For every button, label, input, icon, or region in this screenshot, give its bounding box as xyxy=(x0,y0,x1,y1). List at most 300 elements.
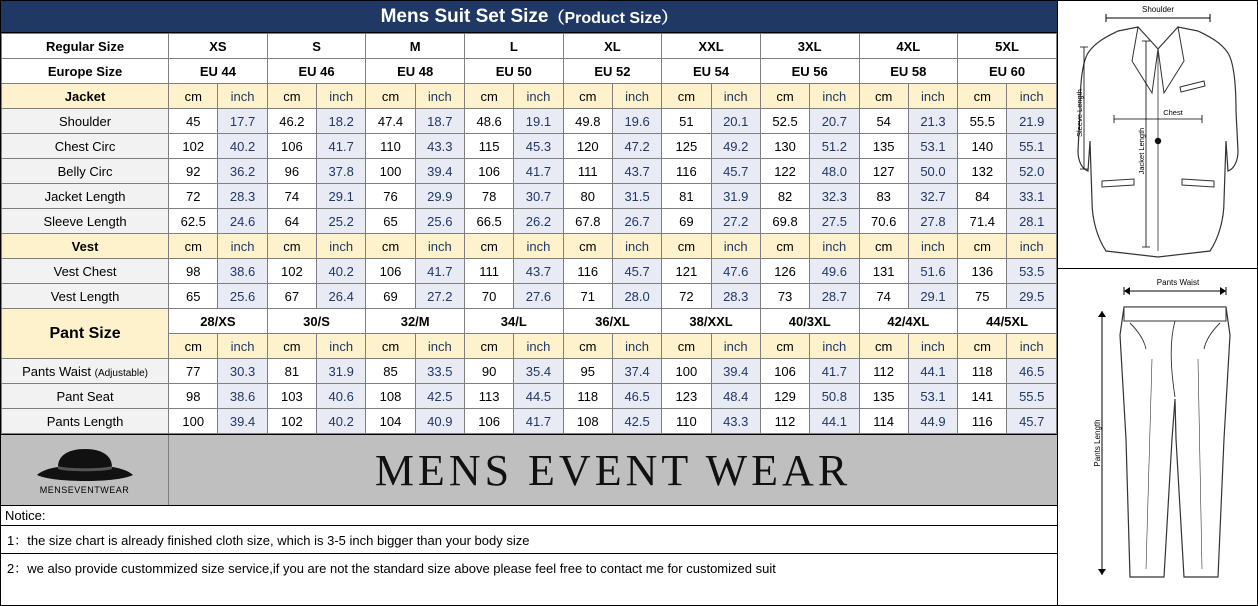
cell: 126 xyxy=(760,259,809,284)
cell: 31.9 xyxy=(317,359,366,384)
jacket-diagram xyxy=(1058,1,1258,268)
cell: 27.5 xyxy=(810,209,859,234)
cell: 98 xyxy=(169,384,218,409)
table-row xyxy=(2,134,1057,159)
unit-inch: inch xyxy=(612,234,661,259)
svg-text:Shoulder: Shoulder xyxy=(1141,5,1175,14)
cell: 135 xyxy=(859,134,908,159)
cell: 106 xyxy=(267,134,316,159)
cell: 66.5 xyxy=(464,209,513,234)
cell: 41.7 xyxy=(514,159,563,184)
unit-inch: inch xyxy=(810,234,859,259)
cell: 38.6 xyxy=(218,384,267,409)
cell: 83 xyxy=(859,184,908,209)
cell: 65 xyxy=(366,209,415,234)
cell: 41.7 xyxy=(415,259,464,284)
cell: 120 xyxy=(563,134,612,159)
row-label-pants-length: Pants Length xyxy=(2,409,169,434)
svg-text:Pants Waist: Pants Waist xyxy=(1156,278,1200,287)
cell: 130 xyxy=(760,134,809,159)
eu-size-5: EU 54 xyxy=(662,59,761,84)
cell: 106 xyxy=(464,409,513,434)
cell: 26.7 xyxy=(612,209,661,234)
cell: 37.8 xyxy=(317,159,366,184)
cell: 72 xyxy=(169,184,218,209)
cell: 114 xyxy=(859,409,908,434)
page-title-sub: （Product Size） xyxy=(548,10,678,27)
regular-size-label: Regular Size xyxy=(2,34,169,59)
unit-cm: cm xyxy=(859,334,908,359)
table-row-jacket-units xyxy=(2,84,1057,109)
cell: 29.1 xyxy=(908,284,957,309)
cell: 108 xyxy=(366,384,415,409)
cell: 43.7 xyxy=(612,159,661,184)
jacket-illustration xyxy=(1058,1,1258,269)
pant-size-2: 32/M xyxy=(366,309,465,334)
cell: 122 xyxy=(760,159,809,184)
cell: 25.6 xyxy=(415,209,464,234)
row-label-belly-circ: Belly Circ xyxy=(2,159,169,184)
row-label-vest-length: Vest Length xyxy=(2,284,169,309)
cell: 29.9 xyxy=(415,184,464,209)
cell: 132 xyxy=(958,159,1007,184)
unit-cm: cm xyxy=(366,334,415,359)
cell: 43.3 xyxy=(711,409,760,434)
brand-strip xyxy=(1,434,1057,506)
unit-inch: inch xyxy=(218,234,267,259)
unit-inch: inch xyxy=(1007,334,1057,359)
cell: 27.8 xyxy=(908,209,957,234)
svg-text:Jacket Length: Jacket Length xyxy=(1137,127,1146,175)
cell: 110 xyxy=(662,409,711,434)
cell: 69 xyxy=(662,209,711,234)
table-row xyxy=(2,259,1057,284)
cell: 39.4 xyxy=(218,409,267,434)
cell: 41.7 xyxy=(317,134,366,159)
unit-inch: inch xyxy=(514,234,563,259)
page-title-main: Mens Suit Set Size xyxy=(380,5,549,27)
cell: 104 xyxy=(366,409,415,434)
unit-inch: inch xyxy=(317,334,366,359)
cell: 17.7 xyxy=(218,109,267,134)
cell: 129 xyxy=(760,384,809,409)
size-header-m: M xyxy=(366,34,465,59)
unit-cm-4: cm xyxy=(563,84,612,109)
row-label-shoulder: Shoulder xyxy=(2,109,169,134)
row-label-text: Pants Waist xyxy=(22,363,91,379)
unit-inch: inch xyxy=(612,334,661,359)
notice-line-2: 2：we also provide custommized size service,if you are not the standard size above please feel free to contact me for customized suit xyxy=(1,553,1057,581)
cell: 123 xyxy=(662,384,711,409)
size-header-l: L xyxy=(464,34,563,59)
cell: 32.3 xyxy=(810,184,859,209)
chart-left-panel xyxy=(1,1,1057,605)
table-row-vest-units xyxy=(2,234,1057,259)
cell: 116 xyxy=(958,409,1007,434)
cell: 135 xyxy=(859,384,908,409)
cell: 30.7 xyxy=(514,184,563,209)
cell: 51.2 xyxy=(810,134,859,159)
unit-cm: cm xyxy=(859,234,908,259)
cell: 140 xyxy=(958,134,1007,159)
cell: 30.3 xyxy=(218,359,267,384)
cell: 44.1 xyxy=(810,409,859,434)
cell: 35.4 xyxy=(514,359,563,384)
cell: 78 xyxy=(464,184,513,209)
cell: 96 xyxy=(267,159,316,184)
unit-inch: inch xyxy=(711,334,760,359)
cell: 32.7 xyxy=(908,184,957,209)
table-row xyxy=(2,159,1057,184)
cell: 44.1 xyxy=(908,359,957,384)
unit-inch-5: inch xyxy=(711,84,760,109)
cell: 131 xyxy=(859,259,908,284)
size-header-4xl: 4XL xyxy=(859,34,958,59)
cell: 67 xyxy=(267,284,316,309)
cell: 49.2 xyxy=(711,134,760,159)
cell: 28.0 xyxy=(612,284,661,309)
size-header-3xl: 3XL xyxy=(760,34,859,59)
cell: 73 xyxy=(760,284,809,309)
unit-inch-4: inch xyxy=(612,84,661,109)
cell: 28.3 xyxy=(711,284,760,309)
cell: 82 xyxy=(760,184,809,209)
unit-inch-0: inch xyxy=(218,84,267,109)
cell: 106 xyxy=(464,159,513,184)
cell: 81 xyxy=(267,359,316,384)
table-row xyxy=(2,184,1057,209)
cell: 39.4 xyxy=(711,359,760,384)
unit-cm: cm xyxy=(958,334,1007,359)
cell: 39.4 xyxy=(415,159,464,184)
cell: 26.4 xyxy=(317,284,366,309)
pants-illustration xyxy=(1058,269,1258,605)
hat-icon xyxy=(25,445,145,483)
cell: 45 xyxy=(169,109,218,134)
cell: 40.2 xyxy=(317,409,366,434)
cell: 118 xyxy=(958,359,1007,384)
section-label-vest: Vest xyxy=(2,234,169,259)
table-row xyxy=(2,409,1057,434)
cell: 55.5 xyxy=(958,109,1007,134)
unit-inch: inch xyxy=(317,234,366,259)
unit-cm-5: cm xyxy=(662,84,711,109)
cell: 70 xyxy=(464,284,513,309)
cell: 43.3 xyxy=(415,134,464,159)
size-table xyxy=(1,33,1057,434)
cell: 33.1 xyxy=(1007,184,1057,209)
cell: 20.7 xyxy=(810,109,859,134)
cell: 45.7 xyxy=(711,159,760,184)
cell: 48.4 xyxy=(711,384,760,409)
cell: 111 xyxy=(563,159,612,184)
cell: 81 xyxy=(662,184,711,209)
row-label-suffix: (Adjustable) xyxy=(94,367,148,379)
cell: 102 xyxy=(267,409,316,434)
cell: 54 xyxy=(859,109,908,134)
unit-inch-1: inch xyxy=(317,84,366,109)
unit-inch-6: inch xyxy=(810,84,859,109)
cell: 31.5 xyxy=(612,184,661,209)
unit-inch: inch xyxy=(711,234,760,259)
cell: 46.2 xyxy=(267,109,316,134)
pants-diagram xyxy=(1058,269,1258,603)
cell: 45.3 xyxy=(514,134,563,159)
cell: 118 xyxy=(563,384,612,409)
unit-cm: cm xyxy=(464,334,513,359)
size-header-xl: XL xyxy=(563,34,662,59)
cell: 27.6 xyxy=(514,284,563,309)
cell: 111 xyxy=(464,259,513,284)
cell: 45.7 xyxy=(1007,409,1057,434)
unit-inch: inch xyxy=(514,334,563,359)
cell: 62.5 xyxy=(169,209,218,234)
cell: 40.2 xyxy=(317,259,366,284)
unit-cm-7: cm xyxy=(859,84,908,109)
row-label-pants-waist xyxy=(2,359,169,384)
cell: 25.2 xyxy=(317,209,366,234)
cell: 75 xyxy=(958,284,1007,309)
eu-size-6: EU 56 xyxy=(760,59,859,84)
notice-heading: Notice: xyxy=(5,508,46,523)
unit-cm: cm xyxy=(662,234,711,259)
table-row-regular-size xyxy=(2,34,1057,59)
cell: 136 xyxy=(958,259,1007,284)
section-label-jacket: Jacket xyxy=(2,84,169,109)
cell: 85 xyxy=(366,359,415,384)
cell: 52.5 xyxy=(760,109,809,134)
unit-inch: inch xyxy=(908,334,957,359)
cell: 31.9 xyxy=(711,184,760,209)
pant-size-0: 28/XS xyxy=(169,309,268,334)
cell: 112 xyxy=(760,409,809,434)
cell: 65 xyxy=(169,284,218,309)
cell: 38.6 xyxy=(218,259,267,284)
cell: 127 xyxy=(859,159,908,184)
cell: 18.7 xyxy=(415,109,464,134)
unit-cm: cm xyxy=(267,234,316,259)
unit-cm: cm xyxy=(563,234,612,259)
cell: 40.2 xyxy=(218,134,267,159)
cell: 102 xyxy=(169,134,218,159)
brand-logo-name: MENSEVENTWEAR xyxy=(39,485,130,495)
cell: 53.1 xyxy=(908,384,957,409)
cell: 108 xyxy=(563,409,612,434)
cell: 27.2 xyxy=(711,209,760,234)
cell: 53.5 xyxy=(1007,259,1057,284)
cell: 98 xyxy=(169,259,218,284)
row-label-jacket-length: Jacket Length xyxy=(2,184,169,209)
cell: 20.1 xyxy=(711,109,760,134)
unit-inch: inch xyxy=(1007,234,1057,259)
unit-inch: inch xyxy=(415,234,464,259)
cell: 141 xyxy=(958,384,1007,409)
unit-cm-1: cm xyxy=(267,84,316,109)
eu-size-1: EU 46 xyxy=(267,59,366,84)
cell: 116 xyxy=(662,159,711,184)
illustration-panel xyxy=(1057,1,1258,605)
svg-text:Sleeve Length: Sleeve Length xyxy=(1075,89,1084,137)
cell: 102 xyxy=(267,259,316,284)
cell: 72 xyxy=(662,284,711,309)
eu-size-8: EU 60 xyxy=(958,59,1057,84)
size-header-xs: XS xyxy=(169,34,268,59)
size-header-5xl: 5XL xyxy=(958,34,1057,59)
cell: 41.7 xyxy=(810,359,859,384)
cell: 69 xyxy=(366,284,415,309)
eu-size-3: EU 50 xyxy=(464,59,563,84)
unit-cm: cm xyxy=(267,334,316,359)
unit-cm: cm xyxy=(563,334,612,359)
row-label-vest-chest: Vest Chest xyxy=(2,259,169,284)
cell: 40.9 xyxy=(415,409,464,434)
cell: 74 xyxy=(267,184,316,209)
cell: 41.7 xyxy=(514,409,563,434)
cell: 67.8 xyxy=(563,209,612,234)
table-row xyxy=(2,209,1057,234)
cell: 48.0 xyxy=(810,159,859,184)
unit-cm: cm xyxy=(366,234,415,259)
cell: 112 xyxy=(859,359,908,384)
cell: 28.7 xyxy=(810,284,859,309)
cell: 55.5 xyxy=(1007,384,1057,409)
pant-size-1: 30/S xyxy=(267,309,366,334)
unit-inch-8: inch xyxy=(1007,84,1057,109)
row-label-chest-circ: Chest Circ xyxy=(2,134,169,159)
cell: 19.1 xyxy=(514,109,563,134)
unit-cm: cm xyxy=(760,234,809,259)
unit-inch: inch xyxy=(908,234,957,259)
eu-size-2: EU 48 xyxy=(366,59,465,84)
cell: 48.6 xyxy=(464,109,513,134)
unit-cm-0: cm xyxy=(169,84,218,109)
cell: 69.8 xyxy=(760,209,809,234)
brand-wordmark: MENS EVENT WEAR xyxy=(374,445,852,495)
cell: 44.5 xyxy=(514,384,563,409)
unit-inch-2: inch xyxy=(415,84,464,109)
eu-size-7: EU 58 xyxy=(859,59,958,84)
cell: 42.5 xyxy=(415,384,464,409)
cell: 40.6 xyxy=(317,384,366,409)
cell: 25.6 xyxy=(218,284,267,309)
section-label-pant: Pant Size xyxy=(2,309,169,359)
table-row-europe-size xyxy=(2,59,1057,84)
cell: 71.4 xyxy=(958,209,1007,234)
europe-size-label: Europe Size xyxy=(2,59,169,84)
cell: 125 xyxy=(662,134,711,159)
cell: 29.5 xyxy=(1007,284,1057,309)
cell: 47.6 xyxy=(711,259,760,284)
cell: 21.9 xyxy=(1007,109,1057,134)
size-header-xxl: XXL xyxy=(662,34,761,59)
cell: 46.5 xyxy=(612,384,661,409)
unit-cm-3: cm xyxy=(464,84,513,109)
pant-size-6: 40/3XL xyxy=(760,309,859,334)
pant-size-8: 44/5XL xyxy=(958,309,1057,334)
cell: 100 xyxy=(169,409,218,434)
cell: 46.5 xyxy=(1007,359,1057,384)
unit-cm: cm xyxy=(958,234,1007,259)
cell: 37.4 xyxy=(612,359,661,384)
cell: 44.9 xyxy=(908,409,957,434)
cell: 76 xyxy=(366,184,415,209)
cell: 71 xyxy=(563,284,612,309)
cell: 80 xyxy=(563,184,612,209)
cell: 110 xyxy=(366,134,415,159)
cell: 95 xyxy=(563,359,612,384)
cell: 103 xyxy=(267,384,316,409)
unit-cm: cm xyxy=(169,334,218,359)
cell: 90 xyxy=(464,359,513,384)
cell: 106 xyxy=(760,359,809,384)
cell: 70.6 xyxy=(859,209,908,234)
cell: 21.3 xyxy=(908,109,957,134)
unit-cm-6: cm xyxy=(760,84,809,109)
svg-text:Chest: Chest xyxy=(1163,108,1183,117)
pant-size-5: 38/XXL xyxy=(662,309,761,334)
size-header-s: S xyxy=(267,34,366,59)
cell: 49.6 xyxy=(810,259,859,284)
table-row-pant-size xyxy=(2,309,1057,334)
unit-cm: cm xyxy=(464,234,513,259)
cell: 106 xyxy=(366,259,415,284)
cell: 113 xyxy=(464,384,513,409)
cell: 47.2 xyxy=(612,134,661,159)
unit-inch-7: inch xyxy=(908,84,957,109)
cell: 43.7 xyxy=(514,259,563,284)
row-label-pant-seat: Pant Seat xyxy=(2,384,169,409)
unit-cm-2: cm xyxy=(366,84,415,109)
table-row xyxy=(2,109,1057,134)
cell: 33.5 xyxy=(415,359,464,384)
unit-cm: cm xyxy=(760,334,809,359)
cell: 42.5 xyxy=(612,409,661,434)
pant-size-4: 36/XL xyxy=(563,309,662,334)
svg-text:Pants Length: Pants Length xyxy=(1093,419,1102,467)
page-title xyxy=(1,1,1057,33)
pant-size-3: 34/L xyxy=(464,309,563,334)
cell: 28.1 xyxy=(1007,209,1057,234)
cell: 121 xyxy=(662,259,711,284)
cell: 53.1 xyxy=(908,134,957,159)
cell: 100 xyxy=(662,359,711,384)
cell: 45.7 xyxy=(612,259,661,284)
cell: 51.6 xyxy=(908,259,957,284)
cell: 92 xyxy=(169,159,218,184)
unit-cm-8: cm xyxy=(958,84,1007,109)
cell: 74 xyxy=(859,284,908,309)
brand-logo xyxy=(1,435,169,505)
eu-size-4: EU 52 xyxy=(563,59,662,84)
cell: 116 xyxy=(563,259,612,284)
cell: 26.2 xyxy=(514,209,563,234)
cell: 29.1 xyxy=(317,184,366,209)
row-label-sleeve-length: Sleeve Length xyxy=(2,209,169,234)
unit-inch-3: inch xyxy=(514,84,563,109)
cell: 27.2 xyxy=(415,284,464,309)
table-row xyxy=(2,359,1057,384)
cell: 51 xyxy=(662,109,711,134)
cell: 84 xyxy=(958,184,1007,209)
cell: 18.2 xyxy=(317,109,366,134)
cell: 36.2 xyxy=(218,159,267,184)
cell: 47.4 xyxy=(366,109,415,134)
unit-inch: inch xyxy=(810,334,859,359)
cell: 77 xyxy=(169,359,218,384)
cell: 52.0 xyxy=(1007,159,1057,184)
cell: 55.1 xyxy=(1007,134,1057,159)
cell: 49.8 xyxy=(563,109,612,134)
